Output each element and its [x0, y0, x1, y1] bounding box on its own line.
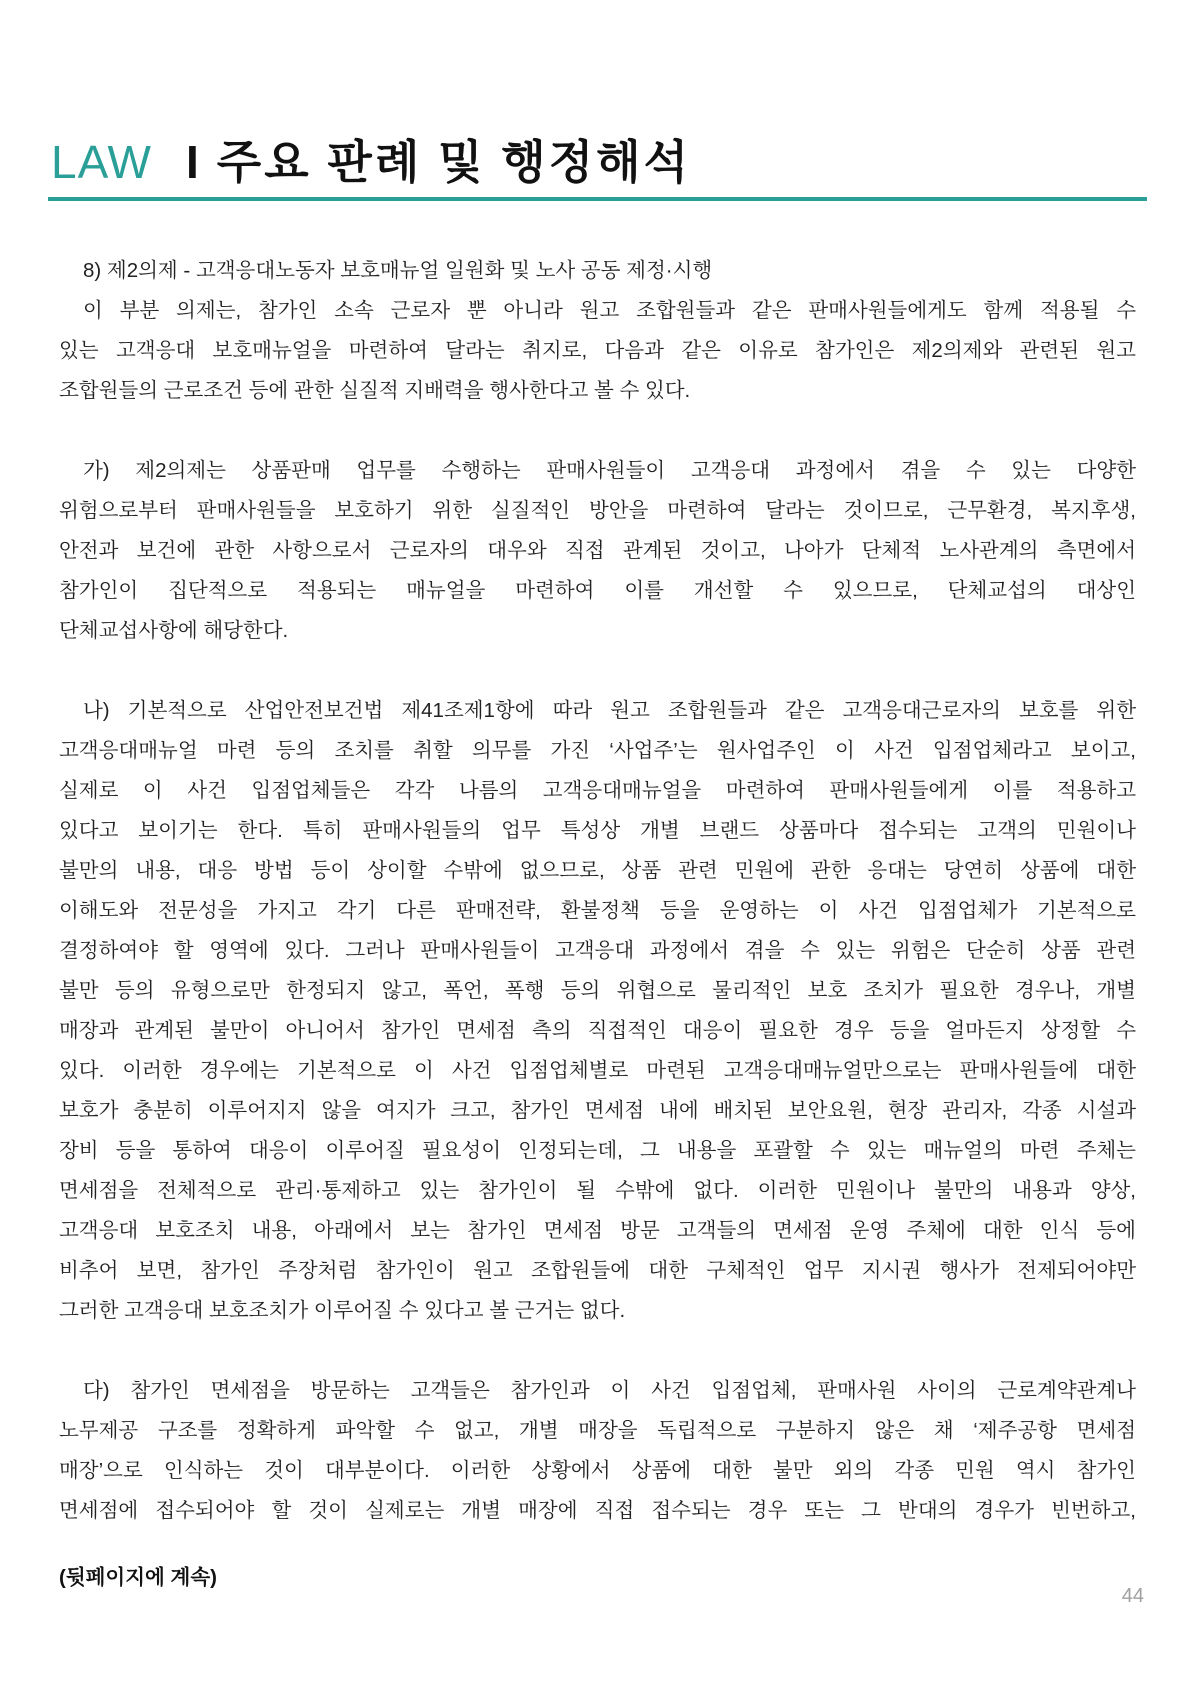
- paragraph: [59, 1371, 1136, 1531]
- text-line: 장비 등을 통하여 대응이 이루어질 필요성이 인정되는데, 그 내용을 포괄할 수 있는 매뉴얼의 마련 주체는: [59, 1139, 1136, 1162]
- continued-note: (뒷페이지에 계속): [59, 1566, 217, 1589]
- text-line: 매장’으로 인식하는 것이 대부분이다. 이러한 상황에서 상품에 대한 불만 외의 각종 민원 역시 참가인: [59, 1459, 1136, 1482]
- text-line: 노무제공 구조를 정확하게 파악할 수 없고, 개별 매장을 독립적으로 구분하지 않은 채 ‘제주공항 면세점: [59, 1419, 1136, 1442]
- text-line: 있다. 이러한 경우에는 기본적으로 이 사건 입점업체별로 마련된 고객응대매뉴얼만으로는 판매사원들에 대한: [59, 1059, 1136, 1082]
- page-heading: [51, 132, 691, 192]
- text-line: 위험으로부터 판매사원들을 보호하기 위한 실질적인 방안을 마련하여 달라는 것이므로, 근무환경, 복지후생,: [59, 499, 1136, 522]
- paragraph: [59, 291, 1136, 411]
- heading-divider: [48, 197, 1147, 201]
- text-line: 이해도와 전문성을 가지고 각기 다른 판매전략, 환불정책 등을 운영하는 이 사건 입점업체가 기본적으로: [59, 899, 1136, 922]
- text-line: 8) 제2의제 - 고객응대노동자 보호매뉴얼 일원화 및 노사 공동 제정·시행: [83, 259, 713, 282]
- text-line: 있는 고객응대 보호매뉴얼을 마련하여 달라는 취지로, 다음과 같은 이유로 참가인은 제2의제와 관련된 원고: [59, 339, 1136, 362]
- text-line: 참가인이 집단적으로 적용되는 매뉴얼을 마련하여 이를 개선할 수 있으므로, 단체교섭의 대상인: [59, 579, 1136, 602]
- section-brand: LAW: [51, 136, 152, 188]
- text-line: 실제로 이 사건 입점업체들은 각각 나름의 고객응대매뉴얼을 마련하여 판매사원들에게 이를 적용하고: [59, 779, 1136, 802]
- heading-title: 주요 판례 및 행정해석: [216, 136, 692, 188]
- text-line: 나) 기본적으로 산업안전보건법 제41조제1항에 따라 원고 조합원들과 같은 고객응대근로자의 보호를 위한: [83, 699, 1136, 722]
- text-line: 비추어 보면, 참가인 주장처럼 참가인이 원고 조합원들에 대한 구체적인 업무 지시권 행사가 전제되어야만: [59, 1259, 1136, 1282]
- text-line: 불만 등의 유형으로만 한정되지 않고, 폭언, 폭행 등의 위협으로 물리적인 보호 조치가 필요한 경우나, 개별: [59, 979, 1136, 1002]
- heading-separator: I: [185, 136, 199, 188]
- section-heading: [59, 251, 1136, 291]
- text-line: 보호가 충분히 이루어지지 않을 여지가 크고, 참가인 면세점 내에 배치된 보안요원, 현장 관리자, 각종 시설과: [59, 1099, 1136, 1122]
- paragraph: [59, 451, 1136, 651]
- text-line: 면세점을 전체적으로 관리·통제하고 있는 참가인이 될 수밖에 없다. 이러한 민원이나 불만의 내용과 양상,: [59, 1179, 1136, 1202]
- text-line: 조합원들의 근로조건 등에 관한 실질적 지배력을 행사한다고 볼 수 있다.: [59, 379, 691, 402]
- text-line: 그러한 고객응대 보호조치가 이루어질 수 있다고 볼 근거는 없다.: [59, 1299, 626, 1322]
- text-line: 면세점에 접수되어야 할 것이 실제로는 개별 매장에 직접 접수되는 경우 또는 그 반대의 경우가 빈번하고,: [59, 1499, 1136, 1522]
- document-body: [59, 251, 1136, 1531]
- page-number: 44: [1121, 1585, 1144, 1607]
- text-line: 다) 참가인 면세점을 방문하는 고객들은 참가인과 이 사건 입점업체, 판매사원 사이의 근로계약관계나: [83, 1379, 1136, 1402]
- text-line: 고객응대 보호조치 내용, 아래에서 보는 참가인 면세점 방문 고객들의 면세점 운영 주체에 대한 인식 등에: [59, 1219, 1136, 1242]
- text-line: 단체교섭사항에 해당한다.: [59, 619, 289, 642]
- text-line: 매장과 관계된 불만이 아니어서 참가인 면세점 측의 직접적인 대응이 필요한 경우 등을 얼마든지 상정할 수: [59, 1019, 1136, 1042]
- text-line: 결정하여야 할 영역에 있다. 그러나 판매사원들이 고객응대 과정에서 겪을 수 있는 위험은 단순히 상품 관련: [59, 939, 1136, 962]
- text-line: 불만의 내용, 대응 방법 등이 상이할 수밖에 없으므로, 상품 관련 민원에 관한 응대는 당연히 상품에 대한: [59, 859, 1136, 882]
- text-line: 안전과 보건에 관한 사항으로서 근로자의 대우와 직접 관계된 것이고, 나아가 단체적 노사관계의 측면에서: [59, 539, 1136, 562]
- text-line: 이 부분 의제는, 참가인 소속 근로자 뿐 아니라 원고 조합원들과 같은 판매사원들에게도 함께 적용될 수: [83, 299, 1136, 322]
- text-line: 있다고 보이기는 한다. 특히 판매사원들의 업무 특성상 개별 브랜드 상품마다 접수되는 고객의 민원이나: [59, 819, 1136, 842]
- text-line: 고객응대매뉴얼 마련 등의 조치를 취할 의무를 가진 ‘사업주’는 원사업주인 이 사건 입점업체라고 보이고,: [59, 739, 1136, 762]
- text-line: 가) 제2의제는 상품판매 업무를 수행하는 판매사원들이 고객응대 과정에서 겪을 수 있는 다양한: [83, 459, 1136, 482]
- paragraph: [59, 691, 1136, 1331]
